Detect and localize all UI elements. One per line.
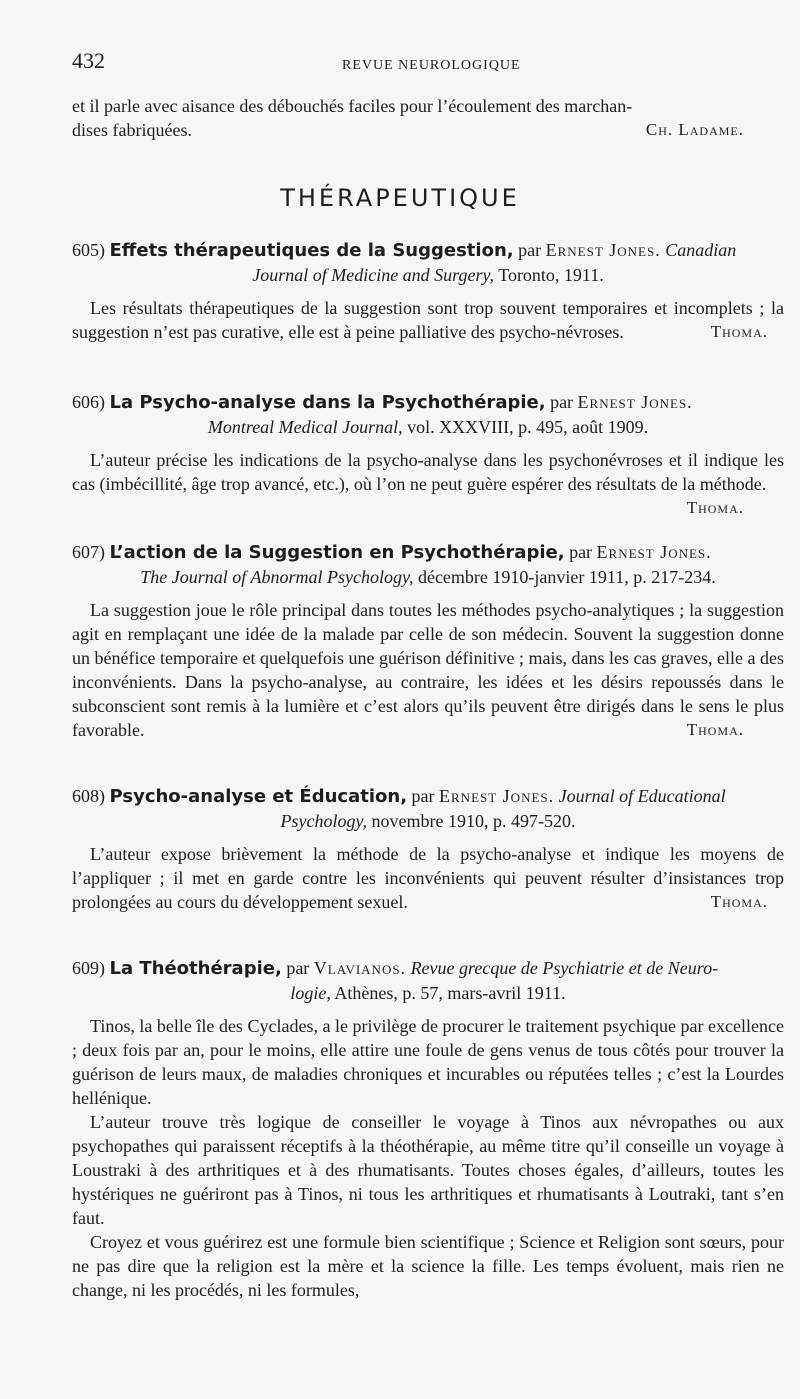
entry-heading bbox=[72, 238, 784, 287]
entry-title: La Psycho-analyse dans la Psychothérapie, bbox=[109, 392, 546, 413]
signature: Thoma. bbox=[710, 322, 768, 341]
entry-paragraph: L’auteur trouve très logique de conseiller le voyage à Tinos aux névropathes ou aux psychopathes qui paraissent réceptifs à la théothérapie, au même titre qu’il conseille un voyage à Loustraki à des arthritiques et à des rhumatisants. Toutes choses égales, d’ailleurs, toutes les hystériques ne guériront pas à Tinos, ni tous les arthritiques et rhumatisants à Loutraki, tant s’en faut. bbox=[72, 1112, 784, 1228]
entry-source: Journal of Educational bbox=[558, 786, 726, 806]
signature: Thoma. bbox=[686, 498, 744, 517]
section-title: THÉRAPEUTIQUE bbox=[280, 184, 520, 212]
entry-title: L’action de la Suggestion en Psychothérapie, bbox=[109, 542, 565, 563]
signature: Thoma. bbox=[686, 720, 744, 739]
page-number: 432 bbox=[72, 48, 105, 73]
entry-body bbox=[72, 598, 784, 742]
by-word: par bbox=[550, 392, 574, 412]
running-head: REVUE NEUROLOGIQUE bbox=[342, 58, 521, 73]
entry-source: The Journal of Abnormal Psychology, bbox=[140, 567, 414, 587]
entry-source: Journal of Medicine and Surgery, bbox=[252, 265, 495, 285]
intro-line: dises fabriquées. bbox=[72, 120, 192, 140]
entry-source: Montreal Medical Journal, bbox=[207, 417, 403, 437]
entry-body bbox=[72, 448, 784, 520]
signature: Ch. Ladame. bbox=[645, 120, 744, 139]
intro-paragraph bbox=[72, 94, 784, 142]
entry-source: logie, bbox=[290, 983, 331, 1003]
entry-author: Ernest Jones. bbox=[577, 392, 693, 412]
entry-title: La Théothérapie, bbox=[109, 958, 282, 979]
entry-heading bbox=[72, 390, 784, 439]
entry-details: Athènes, p. 57, mars-avril 1911. bbox=[334, 983, 566, 1003]
by-word: par bbox=[411, 786, 435, 806]
entry-paragraph: Tinos, la belle île des Cyclades, a le privilège de procurer le traitement psychique par excellence ; deux fois par an, pour le moins, elle attire une foule de gens venus de tous côtés pour trouver la guérison de leurs maux, de maladies chroniques et incurables ou réputées telles ; c’est la Lourdes hellénique. bbox=[72, 1016, 784, 1108]
entry-title: Psycho-analyse et Éducation, bbox=[109, 786, 408, 807]
entry-details: décembre 1910-janvier 1911, p. 217-234. bbox=[417, 567, 716, 587]
by-word: par bbox=[286, 958, 310, 978]
entry-details: novembre 1910, p. 497-520. bbox=[371, 811, 576, 831]
entry-body bbox=[72, 296, 784, 344]
entry-author: Ernest Jones. bbox=[596, 542, 712, 562]
entry-title: Effets thérapeutiques de la Suggestion, bbox=[109, 240, 514, 261]
entry-paragraph: Croyez et vous guérirez est une formule bien scientifique ; Science et Religion sont sœurs, pour ne pas dire que la religion est la mère et la science la fille. Les temps évoluent, mais rien ne change, ni les procédés, ni les formules, bbox=[72, 1232, 784, 1300]
entry-body bbox=[72, 842, 784, 914]
entry-details: vol. XXXVIII, p. 495, août 1909. bbox=[407, 417, 649, 437]
entry-author: Ernest Jones. bbox=[545, 240, 661, 260]
entry-author: Ernest Jones. bbox=[439, 786, 555, 806]
entry-body bbox=[72, 1014, 784, 1302]
entry-number: 608) bbox=[72, 786, 105, 806]
entry-number: 609) bbox=[72, 958, 105, 978]
entry-source: Canadian bbox=[665, 240, 737, 260]
entry-details: Toronto, 1911. bbox=[498, 265, 604, 285]
entry-text: L’auteur précise les indications de la psycho-analyse dans les psychonévroses et il indique les cas (imbécillité, âge trop avancé, etc.), où l’on ne peut guère espérer des résultats de la méthode. bbox=[72, 450, 784, 494]
entry-heading bbox=[72, 784, 784, 833]
signature: Thoma. bbox=[710, 892, 768, 911]
by-word: par bbox=[518, 240, 542, 260]
entry-text: Les résultats thérapeutiques de la suggestion sont trop souvent temporaires et incomplets ; la suggestion n’est pas curative, elle est à peine palliative des psycho-névroses. bbox=[72, 298, 784, 342]
entry-author: Vlavianos. bbox=[313, 958, 407, 978]
entry-source: Revue grecque de Psychiatrie et de Neuro- bbox=[410, 958, 719, 978]
entry-number: 607) bbox=[72, 542, 105, 562]
entry-number: 605) bbox=[72, 240, 105, 260]
entry-text: La suggestion joue le rôle principal dans toutes les méthodes psycho-analytiques ; la suggestion agit en remplaçant une idée de la malade par celle de son médecin. Souvent la suggestion donne un bénéfice temporaire et quelquefois une guérison définitive ; mais, dans les cas graves, elle a des inconvénients. Dans la psycho-analyse, au contraire, les idées et les désirs repoussés dans le subconscient sont remis à la lumière et c’est alors qu’ils peuvent être dirigés dans le sens le plus favorable. bbox=[72, 600, 784, 740]
entry-heading bbox=[72, 956, 784, 1005]
entry-source: Psychology, bbox=[280, 811, 367, 831]
intro-line: et il parle avec aisance des débouchés faciles pour l’écoulement des marchan- bbox=[72, 96, 633, 116]
entry-number: 606) bbox=[72, 392, 105, 412]
by-word: par bbox=[569, 542, 593, 562]
entry-text: L’auteur expose brièvement la méthode de la psycho-analyse et indique les moyens de l’appliquer ; il met en garde contre les inconvénients qui peuvent résulter d’insistances trop prolongées au cours du développement sexuel. bbox=[72, 844, 784, 912]
entry-heading bbox=[72, 540, 784, 589]
